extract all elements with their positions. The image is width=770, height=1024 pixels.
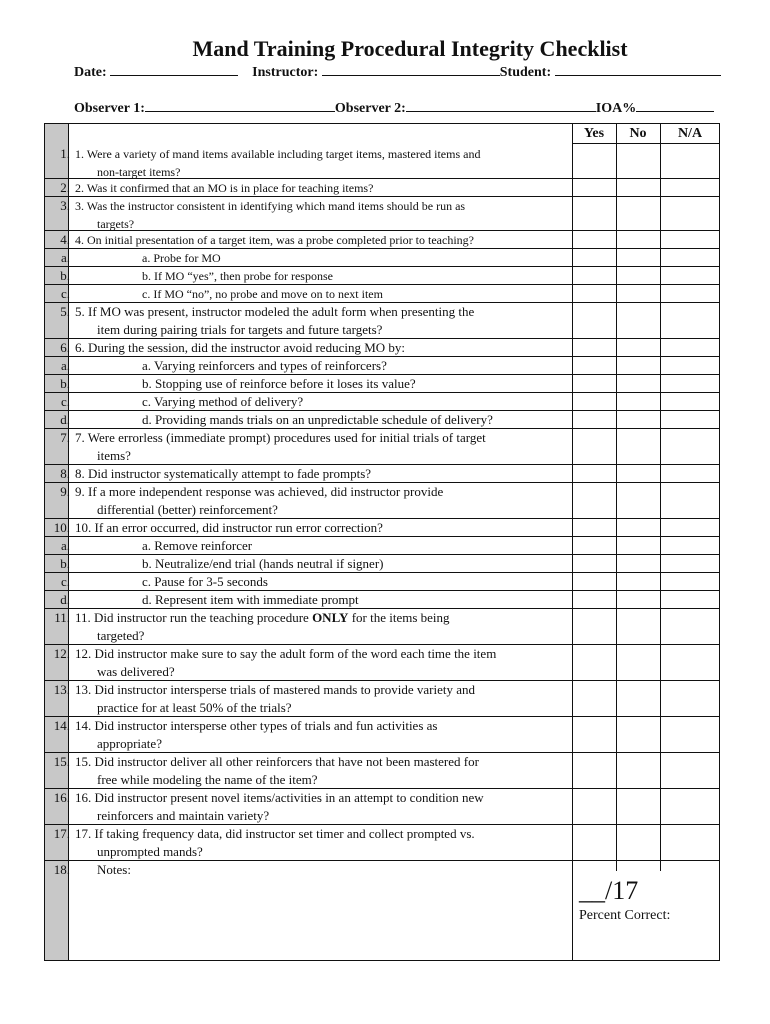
answer-cell-na[interactable] (660, 518, 720, 536)
answer-cell-yes[interactable] (572, 196, 616, 230)
answer-cell-yes[interactable] (572, 356, 616, 374)
answer-cell-yes[interactable] (572, 248, 616, 266)
row-text: 12. Did instructor make sure to say the adult form of the word each time the item (75, 646, 497, 661)
row-text: targets? (97, 217, 135, 231)
answer-cell-no[interactable] (616, 338, 660, 356)
answer-cell-yes[interactable] (572, 608, 616, 644)
answer-cell-na[interactable] (660, 392, 720, 410)
row-text: 14. Did instructor intersperse other types of trials and fun activities as (75, 718, 438, 733)
answer-cell-na[interactable] (660, 536, 720, 554)
answer-cell-no[interactable] (616, 230, 660, 248)
answer-cell-no[interactable] (616, 590, 660, 608)
answer-cell-yes[interactable] (572, 590, 616, 608)
instructor-label: Instructor: (252, 65, 319, 80)
row-text: c. Varying method of delivery? (142, 394, 304, 409)
row-text: a. Probe for MO (142, 251, 221, 265)
row-text: differential (better) reinforcement? (97, 502, 278, 517)
answer-cell-no[interactable] (616, 554, 660, 572)
answer-cell-yes[interactable] (572, 572, 616, 590)
col-yes: Yes (583, 126, 605, 141)
col-no: No (629, 126, 647, 141)
row-text: item during pairing trials for targets and future targets? (97, 322, 383, 337)
checklist-table (44, 123, 720, 961)
answer-cell-na[interactable] (660, 302, 720, 338)
answer-cell-no[interactable] (616, 572, 660, 590)
answer-cell-no[interactable] (616, 356, 660, 374)
answer-cell-yes[interactable] (572, 752, 616, 788)
row-text: c. If MO “no”, no probe and move on to next item (142, 287, 383, 301)
answer-cell-yes[interactable] (572, 374, 616, 392)
row-text: non-target items? (97, 165, 181, 179)
answer-cell-no[interactable] (616, 464, 660, 482)
answer-cell-yes[interactable] (572, 230, 616, 248)
row-number: b. (60, 376, 70, 391)
answer-cell-no[interactable] (616, 644, 660, 680)
answer-cell-no[interactable] (616, 266, 660, 284)
answer-cell-na[interactable] (660, 410, 720, 428)
row-number: 5. (60, 304, 70, 319)
row-text: b. If MO “yes”, then probe for response (142, 269, 333, 283)
answer-cell-no[interactable] (616, 482, 660, 518)
row-text: 4. On initial presentation of a target item, was a probe completed prior to teaching? (75, 233, 474, 247)
answer-cell-yes[interactable] (572, 338, 616, 356)
answer-cell-yes[interactable] (572, 144, 616, 178)
percent-correct-label: Percent Correct: (579, 908, 671, 923)
row-text: 16. Did instructor present novel items/activities in an attempt to condition new (75, 790, 484, 805)
answer-cell-no[interactable] (616, 302, 660, 338)
answer-cell-na[interactable] (660, 284, 720, 302)
observer1-label: Observer 1: (74, 101, 145, 116)
header-row-1 (74, 62, 721, 81)
answer-cell-no[interactable] (616, 536, 660, 554)
answer-cell-na[interactable] (660, 230, 720, 248)
row-text: free while modeling the name of the item? (97, 772, 318, 787)
answer-cell-yes[interactable] (572, 716, 616, 752)
row-text: 1. Were a variety of mand items available including target items, mastered items and (75, 147, 481, 161)
answer-cell-na[interactable] (660, 356, 720, 374)
answer-cell-na[interactable] (660, 644, 720, 680)
date-field[interactable] (110, 62, 238, 76)
answer-cell-na[interactable] (660, 144, 720, 178)
row-text: d. Represent item with immediate prompt (142, 592, 359, 607)
row-number: a. (60, 250, 70, 265)
answer-cell-no[interactable] (616, 144, 660, 178)
answer-cell-yes[interactable] (572, 464, 616, 482)
answer-cell-no[interactable] (616, 196, 660, 230)
row-text: b. Stopping use of reinforce before it loses its value? (142, 376, 416, 391)
answer-cell-no[interactable] (616, 284, 660, 302)
row-text: Notes: (97, 862, 131, 877)
answer-cell-na[interactable] (660, 590, 720, 608)
answer-cell-no[interactable] (616, 428, 660, 464)
row-divider (45, 860, 720, 861)
row-text: 11. Did instructor run the teaching procedure ONLY for the items being (75, 610, 450, 625)
row-number: 14. (53, 718, 70, 733)
answer-cell-na[interactable] (660, 608, 720, 644)
answer-cell-na[interactable] (660, 248, 720, 266)
answer-cell-na[interactable] (660, 680, 720, 716)
answer-cell-yes[interactable] (572, 428, 616, 464)
row-number: b. (60, 556, 70, 571)
answer-cell-yes[interactable] (572, 824, 616, 860)
row-number: d. (60, 592, 70, 607)
answer-cell-na[interactable] (660, 554, 720, 572)
row-text: 10. If an error occurred, did instructor run error correction? (75, 520, 383, 535)
row-text: 8. Did instructor systematically attempt to fade prompts? (75, 466, 372, 481)
row-number: 1. (60, 146, 70, 161)
row-text: unprompted mands? (97, 844, 203, 859)
answer-cell-na[interactable] (660, 428, 720, 464)
row-number: 3. (60, 198, 70, 213)
answer-cell-na[interactable] (660, 824, 720, 860)
date-label: Date: (74, 65, 107, 80)
answer-cell-no[interactable] (616, 248, 660, 266)
score: __/17 (579, 876, 639, 905)
answer-cell-na[interactable] (660, 178, 720, 196)
answer-cell-na[interactable] (660, 196, 720, 230)
row-text: 7. Were errorless (immediate prompt) procedures used for initial trials of target (75, 430, 486, 445)
answer-cell-na[interactable] (660, 716, 720, 752)
row-text: 6. During the session, did the instructor avoid reducing MO by: (75, 340, 406, 355)
row-text: targeted? (97, 628, 145, 643)
answer-cell-yes[interactable] (572, 788, 616, 824)
row-number: 2. (60, 180, 70, 195)
col-na: N/A (677, 126, 703, 141)
row-number: c. (60, 286, 70, 301)
answer-cell-na[interactable] (660, 572, 720, 590)
row-number: 13. (53, 682, 70, 697)
row-number: 17. (53, 826, 70, 841)
answer-cell-na[interactable] (660, 788, 720, 824)
ioa-field[interactable] (636, 98, 714, 112)
row-number: 9. (60, 484, 70, 499)
answer-cell-na[interactable] (660, 266, 720, 284)
answer-cell-yes[interactable] (572, 536, 616, 554)
row-text: c. Pause for 3-5 seconds (142, 574, 268, 589)
answer-cell-no[interactable] (616, 392, 660, 410)
observer2-label: Observer 2: (334, 101, 406, 116)
answer-cell-no[interactable] (616, 788, 660, 824)
row-number: b. (60, 268, 70, 283)
student-label: Student: (499, 65, 552, 80)
instructor-field[interactable] (322, 62, 500, 76)
answer-cell-yes[interactable] (572, 284, 616, 302)
row-number: 4. (60, 232, 70, 247)
row-text: items? (97, 448, 131, 463)
student-field[interactable] (555, 62, 721, 76)
answer-cell-yes[interactable] (572, 266, 616, 284)
row-number: c. (60, 574, 70, 589)
answer-cell-yes[interactable] (572, 410, 616, 428)
answer-cell-yes[interactable] (572, 554, 616, 572)
answer-cell-yes[interactable] (572, 482, 616, 518)
row-text: 17. If taking frequency data, did instructor set timer and collect prompted vs. (75, 826, 475, 841)
row-number: 8. (60, 466, 70, 481)
row-text: was delivered? (97, 664, 175, 679)
row-number: a. (60, 538, 70, 553)
page-title: Mand Training Procedural Integrity Checklist (192, 36, 628, 61)
row-text: 9. If a more independent response was achieved, did instructor provide (75, 484, 444, 499)
row-text: 15. Did instructor deliver all other reinforcers that have not been mastered for (75, 754, 479, 769)
row-number: a. (60, 358, 70, 373)
answer-cell-na[interactable] (660, 374, 720, 392)
answer-cell-yes[interactable] (572, 302, 616, 338)
answer-cell-no[interactable] (616, 680, 660, 716)
row-number: 16. (53, 790, 70, 805)
ioa-label: IOA% (595, 101, 637, 116)
answer-cell-no[interactable] (616, 374, 660, 392)
answer-cell-na[interactable] (660, 338, 720, 356)
row-text: 2. Was it confirmed that an MO is in place for teaching items? (75, 181, 374, 195)
row-text: 3. Was the instructor consistent in identifying which mand items should be run as (75, 199, 466, 213)
answer-cell-no[interactable] (616, 824, 660, 860)
row-text: 5. If MO was present, instructor modeled the adult form when presenting the (75, 304, 475, 319)
answer-cell-yes[interactable] (572, 680, 616, 716)
header-row-2 (74, 98, 714, 117)
row-number: 12. (53, 646, 70, 661)
row-number: 11. (54, 610, 70, 625)
answer-cell-no[interactable] (616, 410, 660, 428)
answer-cell-yes[interactable] (572, 178, 616, 196)
answer-cell-yes[interactable] (572, 392, 616, 410)
row-number: 15. (53, 754, 70, 769)
answer-cell-na[interactable] (660, 482, 720, 518)
row-text: practice for at least 50% of the trials? (97, 700, 292, 715)
answer-cell-no[interactable] (616, 716, 660, 752)
row-text: d. Providing mands trials on an unpredictable schedule of delivery? (142, 412, 493, 427)
answer-cell-no[interactable] (616, 608, 660, 644)
answer-cell-no[interactable] (616, 752, 660, 788)
row-text: appropriate? (97, 736, 162, 751)
row-number: 6. (60, 340, 70, 355)
row-number: c. (60, 394, 70, 409)
row-number: 18. (53, 862, 70, 877)
row-number: d. (60, 412, 70, 427)
row-number: 7. (60, 430, 70, 445)
answer-cell-no[interactable] (616, 178, 660, 196)
row-text: 13. Did instructor intersperse trials of mastered mands to provide variety and (75, 682, 476, 697)
observer2-field[interactable] (406, 98, 596, 112)
row-text: b. Neutralize/end trial (hands neutral if signer) (142, 556, 384, 571)
answer-cell-yes[interactable] (572, 644, 616, 680)
answer-cell-na[interactable] (660, 464, 720, 482)
row-text: a. Varying reinforcers and types of reinforcers? (142, 358, 387, 373)
row-number: 10. (53, 520, 70, 535)
answer-cell-no[interactable] (616, 518, 660, 536)
observer1-field[interactable] (145, 98, 335, 112)
answer-cell-na[interactable] (660, 752, 720, 788)
row-text: a. Remove reinforcer (142, 538, 253, 553)
row-text: reinforcers and maintain variety? (97, 808, 270, 823)
answer-cell-yes[interactable] (572, 518, 616, 536)
